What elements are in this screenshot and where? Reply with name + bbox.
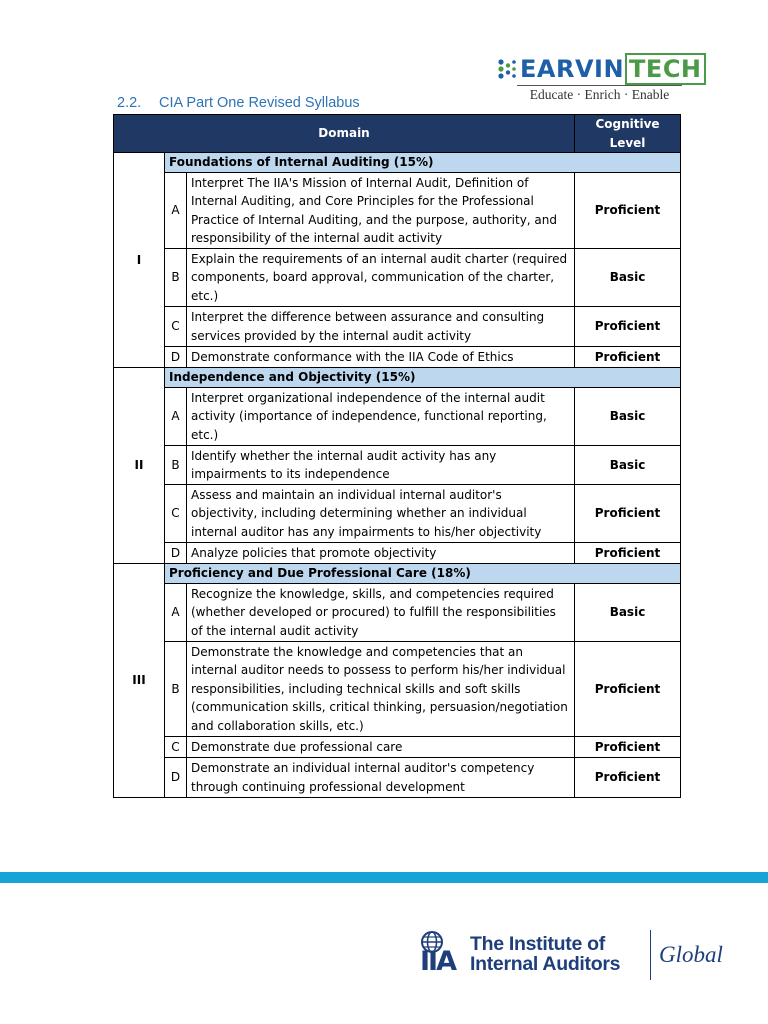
item-letter: A xyxy=(165,584,187,642)
logo-wordmark xyxy=(520,55,706,83)
iia-letters: IIA xyxy=(420,946,455,977)
item-letter: B xyxy=(165,642,187,737)
item-letter: D xyxy=(165,758,187,798)
item-description: Recognize the knowledge, skills, and competencies required (whether developed or procured) to fulfill the responsibilities of the internal audit activity xyxy=(187,584,575,642)
domain-numeral: III xyxy=(114,564,165,798)
footer-accent-bar xyxy=(0,872,768,883)
item-description: Interpret organizational independence of the internal audit activity (importance of independence, functional reporting, etc.) xyxy=(187,388,575,446)
cognitive-level: Basic xyxy=(575,584,681,642)
column-header-cognitive-level: Cognitive Level xyxy=(575,115,681,153)
item-letter: B xyxy=(165,446,187,485)
item-letter: C xyxy=(165,485,187,543)
cognitive-level: Basic xyxy=(575,446,681,485)
syllabus-table xyxy=(113,114,681,798)
item-letter: D xyxy=(165,347,187,368)
cognitive-level: Proficient xyxy=(575,758,681,798)
cognitive-level: Basic xyxy=(575,388,681,446)
domain-heading-row xyxy=(114,153,681,173)
table-row xyxy=(114,173,681,249)
section-heading xyxy=(117,95,360,111)
table-row xyxy=(114,446,681,485)
cognitive-level: Basic xyxy=(575,249,681,307)
earvintech-logo xyxy=(497,54,702,104)
table-row xyxy=(114,347,681,368)
iia-name-line2: Internal Auditors xyxy=(470,953,621,975)
domain-heading-row xyxy=(114,368,681,388)
logo-text-earvin: EARVIN xyxy=(520,55,625,83)
table-row xyxy=(114,485,681,543)
logo-text-tech: TECH xyxy=(625,53,705,85)
iia-name xyxy=(470,934,620,974)
cognitive-level: Proficient xyxy=(575,307,681,347)
item-description: Demonstrate the knowledge and competencies that an internal auditor needs to possess to perform his/her individual responsibilities, including technical skills and soft skills (communication skills, critical thinking, persuasion/negotiation and collaboration skills, etc.) xyxy=(187,642,575,737)
item-description: Analyze policies that promote objectivity xyxy=(187,543,575,564)
domain-numeral: II xyxy=(114,368,165,564)
item-description: Identify whether the internal audit activity has any impairments to its independence xyxy=(187,446,575,485)
item-letter: C xyxy=(165,307,187,347)
table-row xyxy=(114,737,681,758)
iia-name-line1: The Institute of xyxy=(470,933,605,955)
item-description: Interpret the difference between assurance and consulting services provided by the internal audit activity xyxy=(187,307,575,347)
table-row xyxy=(114,758,681,798)
cognitive-level: Proficient xyxy=(575,485,681,543)
table-row xyxy=(114,543,681,564)
item-letter: A xyxy=(165,388,187,446)
item-description: Demonstrate an individual internal auditor's competency through continuing professional development xyxy=(187,758,575,798)
logo-tagline: Educate · Enrich · Enable xyxy=(517,85,682,103)
section-number: 2.2. xyxy=(117,95,142,111)
item-description: Demonstrate conformance with the IIA Code of Ethics xyxy=(187,347,575,368)
table-row xyxy=(114,307,681,347)
item-description: Assess and maintain an individual internal auditor's objectivity, including determining whether an individual internal auditor has any impairments to his/her objectivity xyxy=(187,485,575,543)
cognitive-level: Proficient xyxy=(575,737,681,758)
item-letter: D xyxy=(165,543,187,564)
item-letter: A xyxy=(165,173,187,249)
iia-divider xyxy=(650,930,651,980)
item-letter: C xyxy=(165,737,187,758)
item-letter: B xyxy=(165,249,187,307)
item-description: Demonstrate due professional care xyxy=(187,737,575,758)
table-header-row xyxy=(114,115,681,153)
section-title: CIA Part One Revised Syllabus xyxy=(159,95,360,111)
domain-heading: Independence and Objectivity (15%) xyxy=(165,368,681,388)
item-description: Explain the requirements of an internal audit charter (required components, board approval, communication of the charter, etc.) xyxy=(187,249,575,307)
table-row xyxy=(114,642,681,737)
cognitive-level: Proficient xyxy=(575,642,681,737)
domain-heading: Proficiency and Due Professional Care (18%) xyxy=(165,564,681,584)
table-row xyxy=(114,584,681,642)
cognitive-level: Proficient xyxy=(575,543,681,564)
iia-global: Global xyxy=(659,942,723,967)
domain-heading: Foundations of Internal Auditing (15%) xyxy=(165,153,681,173)
item-description: Interpret The IIA's Mission of Internal Audit, Definition of Internal Auditing, and Core Principles for the Professional Practice of Internal Auditing, and the purpose, authority, and responsibility of the internal audit activity xyxy=(187,173,575,249)
column-header-domain: Domain xyxy=(114,115,575,153)
table-row xyxy=(114,388,681,446)
table-row xyxy=(114,249,681,307)
cognitive-level: Proficient xyxy=(575,347,681,368)
cognitive-level: Proficient xyxy=(575,173,681,249)
domain-numeral: I xyxy=(114,153,165,368)
earvintech-mark-icon xyxy=(497,58,517,80)
domain-heading-row xyxy=(114,564,681,584)
iia-logo xyxy=(420,928,730,980)
